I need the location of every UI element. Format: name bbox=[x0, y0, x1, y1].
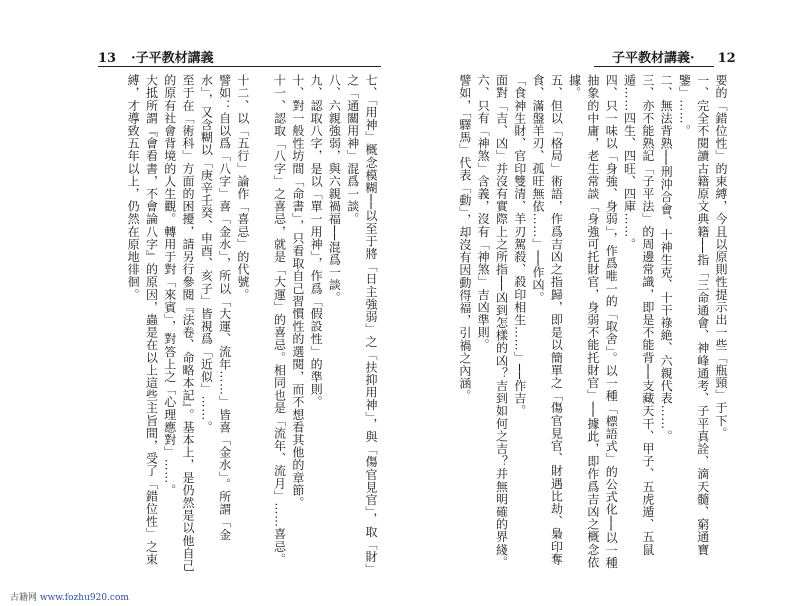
right-item-1: 一、完全不閱讀古籍原文典籍──指「三命通會、神峰通考、子平真詮、滴天髓、窮通寶鑒」……。 bbox=[677, 74, 710, 556]
right-page-number: 12 bbox=[717, 51, 736, 66]
left-note: 至于在「術科」方面的困擾，請另行參閱『法卷、命略本記』。基本上，是仍然是以他自己的原有社會背境的人生觀。轉用于對「來賓」，對答上之「心理應對」……。 bbox=[162, 74, 196, 572]
left-item-12: 十二、以「五行」論作「喜忌」的代號。 bbox=[235, 74, 250, 301]
right-item-2: 二、無法背熟──刑沖合會、十神生克、十干祿絶、六親代表……。 bbox=[659, 74, 674, 443]
right-item-4: 四、只一味以「身強、身弱」，作爲唯一的「取舍」。以一種「標語式」的公式化──以一種抽象的中庸，老生常談「身強可托財官，身弱不能托財官」──據此，即作爲吉凶之概念依據。 bbox=[567, 74, 619, 570]
left-conclusion: 大抵所謂『會看書，不會論八字』的原因，蟲是在以上這些主旨間，受了「錯位性」之束縛，才導致五年以上，仍然在原地徘徊。 bbox=[126, 74, 159, 566]
left-page bbox=[0, 0, 396, 590]
left-page-number: 13 bbox=[98, 51, 117, 66]
left-example: 譬如：自以爲「八字」喜「金水」，所以「大運、流年……」皆喜「金水」。所謂「金水」，又含糊以「庚辛壬癸、申酉、亥子」皆視爲「近似」……。 bbox=[199, 74, 232, 541]
left-header-rule bbox=[98, 66, 381, 67]
right-item-3: 三、亦不能熟記「子平法」的周邊常識，即是不能背──支藏天干、甲子、五虎遁、五鼠遁……四生、四旺、四庫……。 bbox=[622, 74, 655, 556]
left-page-header-title: ·子平教材講義 bbox=[131, 51, 214, 66]
left-item-10: 十、對一般性坊間「命書」，只看取自己習慣性的選閱，而不想看其他的章節。 bbox=[290, 74, 305, 509]
right-header-rule bbox=[594, 66, 714, 67]
left-item-7: 七、「用神」概念模糊──以至于將「日主強弱」之「扶抑用神」，與「傷官見官」，取「財」之「通關用神」混爲一談。 bbox=[345, 74, 378, 570]
right-item-5: 五、但以「格局」術語，作爲吉凶之指歸，即是以簡單之「傷官見官、財遇比劫、梟印奪食、滿盤羊刃、孤旺無依……」──作凶。 bbox=[531, 74, 564, 566]
right-intro: 要的「錯位性」的束縛，今且以原則性提示出一些「瓶頸」于下。 bbox=[714, 74, 728, 440]
left-item-9: 九、認取八字，是以「單一用神」，作爲「假設性」的準則。 bbox=[309, 74, 324, 409]
right-page-body bbox=[424, 74, 730, 572]
right-item-5-good: 「食神生財、官印雙清、羊刃駕殺、殺印相生……」──作吉。 bbox=[512, 74, 527, 418]
right-page-header-title: 子平教材講義· bbox=[612, 51, 695, 66]
right-item-6: 六、只有「神煞」含義，沒有「神煞」吉凶準則。 bbox=[476, 74, 491, 352]
left-page-header bbox=[98, 47, 214, 66]
footer-watermark bbox=[10, 590, 129, 603]
right-page-header bbox=[612, 47, 736, 66]
footer-site-name: 古籍网 bbox=[10, 593, 38, 603]
right-item-6-example: 譬如，「驛馬」代表「動」，却沒有因動得福，引禍之內涵。 bbox=[457, 74, 472, 403]
left-page-body bbox=[112, 74, 380, 572]
right-page bbox=[398, 0, 793, 590]
footer-url[interactable]: www.fozhu920.com bbox=[39, 593, 129, 603]
left-item-11: 十一、認取「八字」之喜忌，就是「大運」的喜忌。相同也是「流年、流月」……喜忌。 bbox=[272, 74, 287, 566]
spacer bbox=[252, 74, 270, 572]
left-item-8: 八、六親強弱，與六親禍福──混爲一談。 bbox=[327, 74, 342, 304]
right-item-5-note: 面對「吉、凶」并沒有實際上之所指──凶到怎樣的凶？吉到如何之吉？并無明確的界綫。 bbox=[494, 74, 509, 569]
